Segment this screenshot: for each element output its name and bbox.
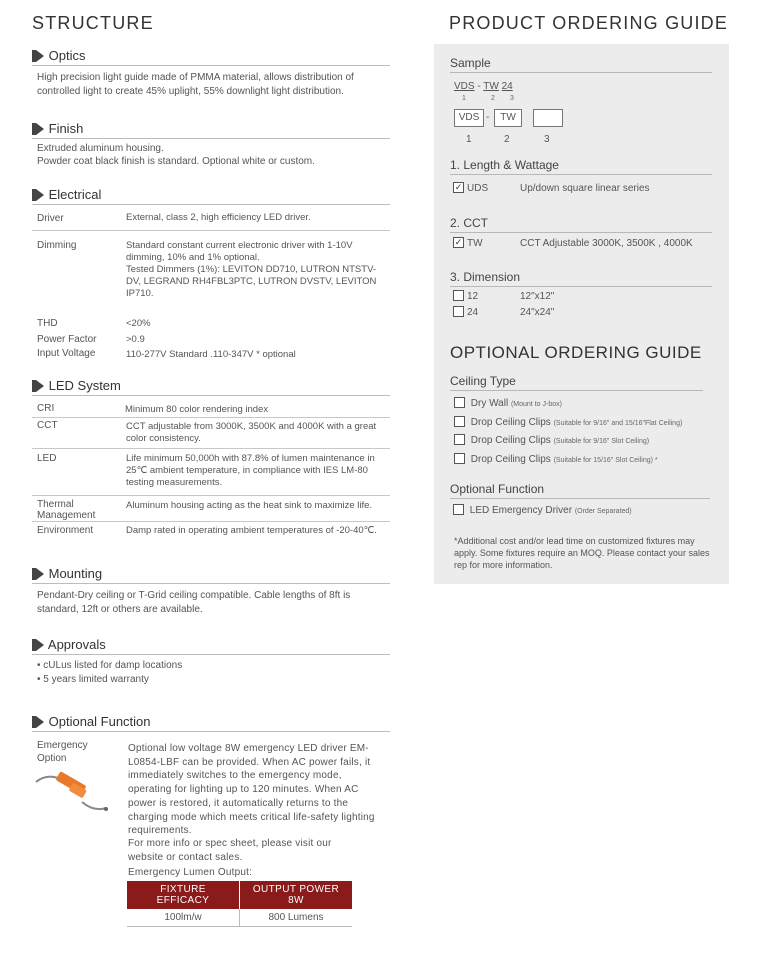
- dimension-heading: 3. Dimension: [450, 270, 712, 287]
- dimension-code-24: 24: [467, 307, 479, 319]
- cct-label: CCT: [37, 420, 58, 431]
- electrical-heading-label: Electrical: [48, 187, 102, 202]
- checkbox-checked-icon[interactable]: ✓: [454, 237, 463, 247]
- ceiling-item-slot-15-16[interactable]: [454, 454, 658, 467]
- triangle-bullet-icon: [36, 189, 44, 201]
- table-header-efficacy: FIXTURE EFFICACY: [127, 881, 240, 909]
- divider: [32, 417, 390, 418]
- thd-value: <20%: [126, 318, 151, 329]
- led-system-heading-label: LED System: [48, 378, 121, 393]
- mounting-heading: [32, 566, 390, 584]
- sample-sub-1: 1: [462, 95, 466, 102]
- ceiling-item-label: Drop Ceiling Clips: [470, 454, 551, 466]
- emergency-driver-note: (Order Separated): [574, 508, 632, 516]
- sample-box-1: VDS: [454, 109, 484, 127]
- ceiling-type-heading: Ceiling Type: [450, 374, 703, 391]
- emergency-more: For more info or spec sheet, please visit our website or contact sales.: [128, 838, 332, 863]
- emergency-lumen-title: Emergency Lumen Output:: [128, 867, 253, 878]
- sample-sub-2: 2: [491, 95, 495, 102]
- cri-value: Minimum 80 color rendering index: [125, 404, 269, 415]
- divider: [32, 448, 390, 449]
- sample-num-2: 2: [504, 134, 510, 145]
- divider: [32, 495, 390, 496]
- ceiling-item-note: (Mount to J-box): [510, 401, 562, 409]
- table-cell-output: 800 Lumens: [240, 909, 353, 927]
- checkbox-icon[interactable]: [454, 397, 465, 408]
- dimension-option-12[interactable]: [453, 291, 478, 303]
- length-desc: Up/down square linear series: [520, 183, 650, 194]
- optics-heading-label: Optics: [48, 48, 86, 63]
- finish-heading: [32, 121, 390, 139]
- sample-code-3: 24: [501, 81, 513, 92]
- sample-box-3: [533, 109, 563, 127]
- dimming-value-1: Standard constant current electronic driver with 1-10V dimming, 10% and 1% optional.: [126, 240, 353, 263]
- triangle-bullet-icon: [36, 568, 44, 580]
- approvals-item-2: • 5 years limited warranty: [37, 674, 149, 685]
- thermal-label-2: Management: [37, 510, 96, 521]
- ceiling-item-slot-9-16[interactable]: [454, 435, 649, 448]
- length-code: UDS: [467, 183, 489, 195]
- approvals-item-1: • cULus listed for damp locations: [37, 660, 183, 671]
- sample-box-2: TW: [494, 109, 522, 127]
- dimension-desc-12: 12"x12": [520, 291, 555, 302]
- checkbox-icon[interactable]: [454, 453, 465, 464]
- sample-num-3: 3: [544, 134, 550, 145]
- footnote: *Additional cost and/or lead time on customized fixtures may apply. Some fixtures require an MOQ. Please contact your sales rep for more information.: [454, 536, 710, 570]
- cct-option[interactable]: [453, 238, 483, 250]
- driver-label: Driver: [37, 213, 64, 224]
- dimension-option-24[interactable]: [453, 307, 478, 319]
- approvals-heading: [32, 637, 390, 655]
- ceiling-item-flat[interactable]: [454, 417, 682, 430]
- thd-label: THD: [37, 318, 58, 329]
- driver-value: External, class 2, high efficiency LED driver.: [126, 212, 311, 223]
- optional-ordering-title: OPTIONAL ORDERING GUIDE: [450, 343, 702, 362]
- led-label: LED: [37, 453, 57, 464]
- approvals-heading-label: Approvals: [47, 637, 106, 652]
- ceiling-item-note: (Suitable for 9/16" and 15/16"Flat Ceiling): [553, 420, 683, 428]
- emergency-label-2: Option: [37, 753, 67, 764]
- sample-code-2: TW: [483, 81, 499, 92]
- cri-label: CRI: [37, 403, 55, 414]
- ceiling-item-drywall[interactable]: [454, 398, 562, 411]
- optional-function-right-heading: Optional Function: [450, 482, 710, 499]
- checkbox-checked-icon[interactable]: ✓: [454, 182, 463, 192]
- divider: [32, 230, 390, 231]
- optional-function-heading: [32, 714, 390, 732]
- led-system-heading: [32, 378, 390, 396]
- ordering-guide-title: PRODUCT ORDERING GUIDE: [449, 13, 729, 33]
- sample-box-dash: -: [486, 112, 490, 123]
- cct-desc: CCT Adjustable 3000K, 3500K , 4000K: [520, 238, 693, 249]
- checkbox-icon[interactable]: [454, 434, 465, 445]
- led-value: Life minimum 50,000h with 87.8% of lumen maintenance in 25℃ ambient temperature, in compliance with IES LM-80 testing measurements.: [126, 453, 375, 488]
- emergency-driver-label: LED Emergency Driver: [469, 505, 573, 517]
- thermal-value: Aluminum housing acting as the heat sink to maximize life.: [126, 500, 373, 511]
- length-heading: 1. Length & Wattage: [450, 158, 712, 175]
- dimming-value-2: Tested Dimmers (1%): LEVITON DD710, LUTRON NTSTV-DV, LEGRAND RH4FBL3PTC, LUTRON DVSTV, LEVITON IP710.: [126, 264, 377, 299]
- finish-line-2: Powder coat black finish is standard. Optional white or custom.: [37, 156, 315, 167]
- length-option[interactable]: [453, 183, 488, 195]
- ceiling-item-note: (Suitable for 9/16" Slot Ceiling): [553, 438, 650, 446]
- triangle-bullet-icon: [36, 50, 44, 62]
- ceiling-item-note: (Suitable for 15/16" Slot Ceiling) *: [553, 457, 658, 465]
- input-voltage-label: Input Voltage: [37, 348, 96, 359]
- checkbox-icon[interactable]: [454, 416, 465, 427]
- emergency-body: Optional low voltage 8W emergency LED driver EM-L0854-LBF can be provided. When AC power fails, it immediately switches to the emergency mode, operating for lighting up to 120 minutes. When AC power is restored, it automatically returns to the charging mode which meets critical life-safety lighting requirements.: [128, 743, 375, 837]
- triangle-bullet-icon: [36, 123, 44, 135]
- power-factor-value: >0.9: [126, 334, 145, 345]
- finish-heading-label: Finish: [48, 121, 84, 136]
- thermal-label-1: Thermal: [37, 499, 74, 510]
- ceiling-item-label: Drop Ceiling Clips: [470, 435, 551, 447]
- triangle-bullet-icon: [36, 380, 44, 392]
- optics-text: High precision light guide made of PMMA material, allows distribution of controlled light to create 45% uplight, 55% downlight light distribution.: [37, 72, 354, 97]
- ceiling-item-label: Dry Wall: [470, 398, 509, 410]
- electrical-heading: [32, 187, 390, 205]
- sample-heading: Sample: [450, 56, 712, 73]
- divider: [32, 521, 390, 522]
- power-factor-label: Power Factor: [37, 334, 97, 345]
- structure-title: STRUCTURE: [32, 13, 154, 33]
- dimension-desc-24: 24"x24": [520, 307, 555, 318]
- emergency-driver-image: [34, 768, 114, 818]
- input-voltage-value: 110-277V Standard .110-347V * optional: [126, 349, 296, 360]
- checkbox-icon[interactable]: [453, 504, 464, 515]
- sample-sub-3: 3: [510, 95, 514, 102]
- finish-line-1: Extruded aluminum housing.: [37, 143, 164, 154]
- sample-code: [454, 81, 513, 93]
- cct-code: TW: [467, 238, 483, 250]
- checkbox-icon[interactable]: [453, 306, 464, 317]
- sample-code-1: VDS: [454, 81, 475, 92]
- triangle-bullet-icon: [36, 639, 44, 651]
- cct-heading: 2. CCT: [450, 216, 712, 233]
- optics-heading: [32, 48, 390, 66]
- emergency-label-1: Emergency: [37, 740, 88, 751]
- environment-label: Environment: [37, 525, 94, 536]
- emergency-lumen-table: [127, 881, 352, 927]
- checkbox-icon[interactable]: [453, 290, 464, 301]
- mounting-heading-label: Mounting: [48, 566, 103, 581]
- table-cell-efficacy: 100lm/w: [127, 909, 240, 927]
- dimension-code-12: 12: [467, 291, 479, 303]
- triangle-bullet-icon: [36, 716, 44, 728]
- mounting-text: Pendant-Dry ceiling or T-Grid ceiling compatible. Cable lengths of 8ft is standard, 12ft or others are available.: [37, 590, 351, 615]
- dimming-label: Dimming: [37, 240, 77, 251]
- ceiling-item-label: Drop Ceiling Clips: [470, 417, 551, 429]
- cct-value: CCT adjustable from 3000K, 3500K and 4000K with a great color consistency.: [126, 421, 377, 444]
- sample-num-1: 1: [466, 134, 472, 145]
- environment-value: Damp rated in operating ambient temperatures of -20-40℃.: [126, 525, 377, 536]
- table-header-output: OUTPUT POWER 8W: [240, 881, 353, 909]
- led-emergency-driver-option[interactable]: [453, 505, 632, 518]
- optional-function-heading-label: Optional Function: [48, 714, 151, 729]
- sample-dash: -: [477, 81, 481, 92]
